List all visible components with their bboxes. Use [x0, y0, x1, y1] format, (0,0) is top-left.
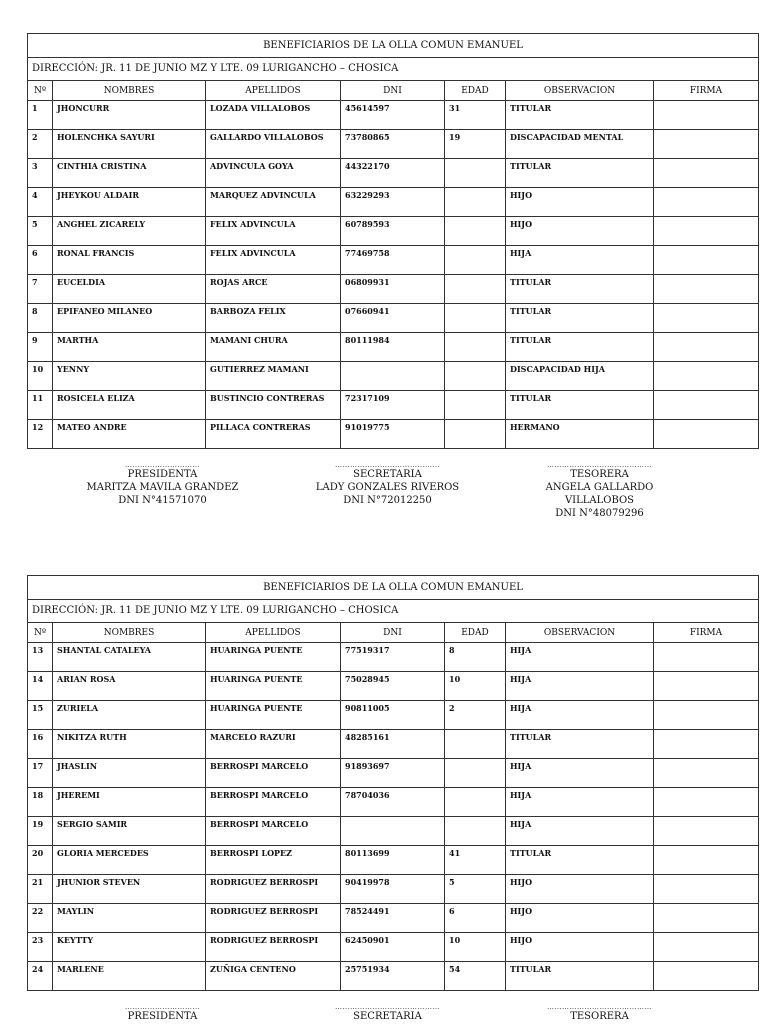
cell-apellidos: BUSTINCIO CONTRERAS [206, 391, 341, 420]
cell-dni [341, 817, 445, 846]
cell-firma [654, 217, 759, 246]
cell-edad [445, 333, 506, 362]
cell-number: 17 [28, 759, 53, 788]
table-row [28, 817, 759, 846]
cell-firma [654, 275, 759, 304]
cell-nombres: SHANTAL CATALEYA [53, 643, 206, 672]
cell-firma [654, 962, 759, 991]
cell-firma [654, 672, 759, 701]
cell-apellidos: ADVINCULA GOYA [206, 159, 341, 188]
cell-firma [654, 188, 759, 217]
signature-line: …………………………………… [547, 461, 652, 469]
cell-dni: 63229293 [341, 188, 445, 217]
cell-firma [654, 333, 759, 362]
table-row [28, 788, 759, 817]
cell-dni: 72317109 [341, 391, 445, 420]
cell-apellidos: BERROSPI MARCELO [206, 759, 341, 788]
table-row [28, 875, 759, 904]
cell-observacion: HERMANO [506, 420, 654, 449]
cell-dni: 44322170 [341, 159, 445, 188]
cell-firma [654, 933, 759, 962]
cell-observacion: TITULAR [506, 275, 654, 304]
cell-number: 20 [28, 846, 53, 875]
cell-observacion: HIJO [506, 933, 654, 962]
cell-edad: 2 [445, 701, 506, 730]
cell-firma [654, 730, 759, 759]
cell-edad [445, 362, 506, 391]
cell-number: 22 [28, 904, 53, 933]
cell-number: 2 [28, 130, 53, 159]
cell-apellidos: HUARINGA PUENTE [206, 643, 341, 672]
cell-apellidos: MARCELO RAZURI [206, 730, 341, 759]
cell-dni: 91893697 [341, 759, 445, 788]
cell-observacion: HIJA [506, 643, 654, 672]
cell-dni: 78524491 [341, 904, 445, 933]
cell-nombres: ANGHEL ZICARELY [53, 217, 206, 246]
table-row [28, 962, 759, 991]
cell-dni: 78704036 [341, 788, 445, 817]
cell-number: 13 [28, 643, 53, 672]
address-line: DIRECCIÓN: JR. 11 DE JUNIO MZ Y LTE. 09 LURIGANCHO – CHOSICA [28, 58, 759, 81]
cell-firma [654, 159, 759, 188]
role-label: PRESIDENTA [127, 1011, 198, 1022]
cell-edad: 54 [445, 962, 506, 991]
signature-line: …………………………………… [335, 1003, 440, 1011]
cell-number: 8 [28, 304, 53, 333]
col-header-observacion: OBSERVACION [506, 81, 654, 101]
cell-apellidos: FELIX ADVINCULA [206, 246, 341, 275]
cell-edad [445, 730, 506, 759]
cell-edad: 8 [445, 643, 506, 672]
cell-number: 23 [28, 933, 53, 962]
cell-firma [654, 304, 759, 333]
cell-number: 19 [28, 817, 53, 846]
cell-nombres: JHUNIOR STEVEN [53, 875, 206, 904]
cell-number: 18 [28, 788, 53, 817]
table-header-row [28, 81, 759, 101]
col-header-edad: EDAD [445, 623, 506, 643]
cell-nombres: CINTHIA CRISTINA [53, 159, 206, 188]
col-header-number: Nº [28, 81, 53, 101]
signature-presidenta-2 [80, 1004, 245, 1023]
table-row [28, 333, 759, 362]
cell-firma [654, 130, 759, 159]
cell-edad [445, 159, 506, 188]
col-header-firma: FIRMA [654, 623, 759, 643]
signer-dni: DNI N°72012250 [343, 495, 432, 506]
cell-dni: 80113699 [341, 846, 445, 875]
cell-nombres: EPIFANEO MILANEO [53, 304, 206, 333]
cell-edad [445, 275, 506, 304]
cell-observacion: TITULAR [506, 391, 654, 420]
col-header-dni: DNI [341, 623, 445, 643]
table-title: BENEFICIARIOS DE LA OLLA COMUN EMANUEL [28, 576, 759, 600]
cell-nombres: HOLENCHKA SAYURI [53, 130, 206, 159]
cell-observacion: TITULAR [506, 730, 654, 759]
cell-apellidos: MARQUEZ ADVINCULA [206, 188, 341, 217]
cell-edad [445, 217, 506, 246]
table-row [28, 130, 759, 159]
signature-line: …………………………………… [335, 461, 440, 469]
cell-observacion: TITULAR [506, 962, 654, 991]
cell-nombres: EUCELDIA [53, 275, 206, 304]
cell-apellidos: HUARINGA PUENTE [206, 672, 341, 701]
cell-nombres: MARTHA [53, 333, 206, 362]
cell-number: 16 [28, 730, 53, 759]
cell-apellidos: RODRIGUEZ BERROSPI [206, 875, 341, 904]
table-row [28, 217, 759, 246]
table-row [28, 188, 759, 217]
cell-dni: 45614597 [341, 101, 445, 130]
cell-firma [654, 875, 759, 904]
cell-edad [445, 304, 506, 333]
cell-number: 15 [28, 701, 53, 730]
cell-nombres: MAYLIN [53, 904, 206, 933]
cell-edad [445, 246, 506, 275]
cell-observacion: DISCAPACIDAD MENTAL [506, 130, 654, 159]
cell-nombres: RONAL FRANCIS [53, 246, 206, 275]
cell-apellidos: ZUÑIGA CENTENO [206, 962, 341, 991]
cell-dni: 80111984 [341, 333, 445, 362]
cell-dni: 07660941 [341, 304, 445, 333]
cell-observacion: TITULAR [506, 304, 654, 333]
table-row [28, 275, 759, 304]
cell-apellidos: BARBOZA FELIX [206, 304, 341, 333]
table-header-row [28, 623, 759, 643]
cell-observacion: HIJO [506, 188, 654, 217]
role-label: TESORERA [570, 469, 629, 480]
cell-observacion: HIJA [506, 701, 654, 730]
cell-observacion: TITULAR [506, 159, 654, 188]
table-row [28, 904, 759, 933]
cell-number: 21 [28, 875, 53, 904]
cell-nombres: JHONCURR [53, 101, 206, 130]
signature-line: ………………………… [125, 461, 200, 469]
cell-nombres: KEYTTY [53, 933, 206, 962]
cell-apellidos: FELIX ADVINCULA [206, 217, 341, 246]
cell-number: 3 [28, 159, 53, 188]
table-row [28, 643, 759, 672]
cell-firma [654, 846, 759, 875]
cell-nombres: ROSICELA ELIZA [53, 391, 206, 420]
table-row [28, 730, 759, 759]
cell-nombres: SERGIO SAMIR [53, 817, 206, 846]
table-row [28, 701, 759, 730]
cell-dni: 90811005 [341, 701, 445, 730]
signature-presidenta [80, 462, 245, 507]
cell-apellidos: BERROSPI MARCELO [206, 817, 341, 846]
cell-apellidos: PILLACA CONTRERAS [206, 420, 341, 449]
cell-dni [341, 362, 445, 391]
cell-nombres: JHASLIN [53, 759, 206, 788]
cell-observacion: HIJA [506, 246, 654, 275]
cell-firma [654, 817, 759, 846]
signer-name: MARITZA MAVILA GRANDEZ [86, 482, 239, 493]
cell-firma [654, 788, 759, 817]
beneficiaries-table-1 [27, 33, 759, 449]
role-label: SECRETARIA [353, 469, 422, 480]
cell-apellidos: GUTIERREZ MAMANI [206, 362, 341, 391]
signature-secretaria [305, 462, 470, 507]
cell-edad: 31 [445, 101, 506, 130]
table-row [28, 933, 759, 962]
table-row [28, 759, 759, 788]
cell-apellidos: HUARINGA PUENTE [206, 701, 341, 730]
cell-number: 10 [28, 362, 53, 391]
cell-edad: 10 [445, 672, 506, 701]
cell-number: 24 [28, 962, 53, 991]
col-header-nombres: NOMBRES [53, 81, 206, 101]
cell-edad: 41 [445, 846, 506, 875]
cell-observacion: HIJO [506, 217, 654, 246]
cell-nombres: JHEREMI [53, 788, 206, 817]
cell-apellidos: MAMANI CHURA [206, 333, 341, 362]
cell-dni: 48285161 [341, 730, 445, 759]
col-header-edad: EDAD [445, 81, 506, 101]
cell-number: 4 [28, 188, 53, 217]
cell-apellidos: RODRIGUEZ BERROSPI [206, 933, 341, 962]
signer-name: ANGELA GALLARDO VILLALOBOS [545, 482, 654, 506]
cell-edad [445, 391, 506, 420]
cell-firma [654, 643, 759, 672]
role-label: SECRETARIA [353, 1011, 422, 1022]
signature-tesorera [512, 462, 687, 520]
cell-edad: 6 [445, 904, 506, 933]
cell-edad: 5 [445, 875, 506, 904]
cell-firma [654, 904, 759, 933]
signature-line: …………………………………… [547, 1003, 652, 1011]
cell-nombres: YENNY [53, 362, 206, 391]
cell-number: 7 [28, 275, 53, 304]
cell-observacion: TITULAR [506, 333, 654, 362]
cell-number: 11 [28, 391, 53, 420]
cell-observacion: DISCAPACIDAD HIJA [506, 362, 654, 391]
col-header-number: Nº [28, 623, 53, 643]
cell-number: 12 [28, 420, 53, 449]
cell-firma [654, 101, 759, 130]
cell-edad: 10 [445, 933, 506, 962]
cell-nombres: JHEYKOU ALDAIR [53, 188, 206, 217]
table-row [28, 159, 759, 188]
cell-number: 5 [28, 217, 53, 246]
table-row [28, 101, 759, 130]
role-label: PRESIDENTA [127, 469, 198, 480]
cell-edad [445, 759, 506, 788]
col-header-dni: DNI [341, 81, 445, 101]
address-line: DIRECCIÓN: JR. 11 DE JUNIO MZ Y LTE. 09 LURIGANCHO – CHOSICA [28, 600, 759, 623]
col-header-nombres: NOMBRES [53, 623, 206, 643]
cell-apellidos: BERROSPI MARCELO [206, 788, 341, 817]
cell-nombres: MARLENE [53, 962, 206, 991]
table-row [28, 304, 759, 333]
cell-observacion: HIJA [506, 672, 654, 701]
signer-name: LADY GONZALES RIVEROS [315, 482, 460, 493]
cell-apellidos: RODRIGUEZ BERROSPI [206, 904, 341, 933]
table-row [28, 672, 759, 701]
cell-firma [654, 391, 759, 420]
signature-line: ………………………… [125, 1003, 200, 1011]
cell-apellidos: GALLARDO VILLALOBOS [206, 130, 341, 159]
cell-observacion: HIJO [506, 904, 654, 933]
cell-apellidos: ROJAS ARCE [206, 275, 341, 304]
table-row [28, 846, 759, 875]
col-header-observacion: OBSERVACION [506, 623, 654, 643]
cell-firma [654, 759, 759, 788]
cell-apellidos: LOZADA VILLALOBOS [206, 101, 341, 130]
signature-tesorera-2 [512, 1004, 687, 1023]
cell-firma [654, 362, 759, 391]
cell-dni: 90419978 [341, 875, 445, 904]
cell-edad [445, 817, 506, 846]
role-label: TESORERA [570, 1011, 629, 1022]
cell-dni: 60789593 [341, 217, 445, 246]
cell-edad [445, 188, 506, 217]
signature-secretaria-2 [305, 1004, 470, 1023]
cell-number: 9 [28, 333, 53, 362]
cell-dni: 75028945 [341, 672, 445, 701]
cell-observacion: HIJA [506, 759, 654, 788]
cell-observacion: HIJA [506, 788, 654, 817]
cell-edad [445, 788, 506, 817]
cell-dni: 77519317 [341, 643, 445, 672]
col-header-apellidos: APELLIDOS [206, 81, 341, 101]
table-row [28, 420, 759, 449]
cell-dni: 91019775 [341, 420, 445, 449]
cell-firma [654, 420, 759, 449]
table-row [28, 391, 759, 420]
cell-nombres: ARIAN ROSA [53, 672, 206, 701]
cell-dni: 25751934 [341, 962, 445, 991]
cell-apellidos: BERROSPI LOPEZ [206, 846, 341, 875]
table-title: BENEFICIARIOS DE LA OLLA COMUN EMANUEL [28, 34, 759, 58]
cell-nombres: GLORIA MERCEDES [53, 846, 206, 875]
cell-firma [654, 701, 759, 730]
beneficiaries-table-2 [27, 575, 759, 991]
cell-dni: 62450901 [341, 933, 445, 962]
cell-observacion: HIJO [506, 875, 654, 904]
cell-firma [654, 246, 759, 275]
col-header-apellidos: APELLIDOS [206, 623, 341, 643]
cell-nombres: NIKITZA RUTH [53, 730, 206, 759]
cell-nombres: MATEO ANDRE [53, 420, 206, 449]
col-header-firma: FIRMA [654, 81, 759, 101]
cell-edad [445, 420, 506, 449]
cell-number: 6 [28, 246, 53, 275]
cell-dni: 73780865 [341, 130, 445, 159]
table-row [28, 362, 759, 391]
cell-observacion: HIJA [506, 817, 654, 846]
cell-number: 1 [28, 101, 53, 130]
cell-number: 14 [28, 672, 53, 701]
table-row [28, 246, 759, 275]
signer-dni: DNI N°41571070 [118, 495, 207, 506]
cell-dni: 06809931 [341, 275, 445, 304]
cell-observacion: TITULAR [506, 101, 654, 130]
signer-dni: DNI N°48079296 [555, 508, 644, 519]
cell-edad: 19 [445, 130, 506, 159]
cell-nombres: ZURIELA [53, 701, 206, 730]
cell-dni: 77469758 [341, 246, 445, 275]
cell-observacion: TITULAR [506, 846, 654, 875]
